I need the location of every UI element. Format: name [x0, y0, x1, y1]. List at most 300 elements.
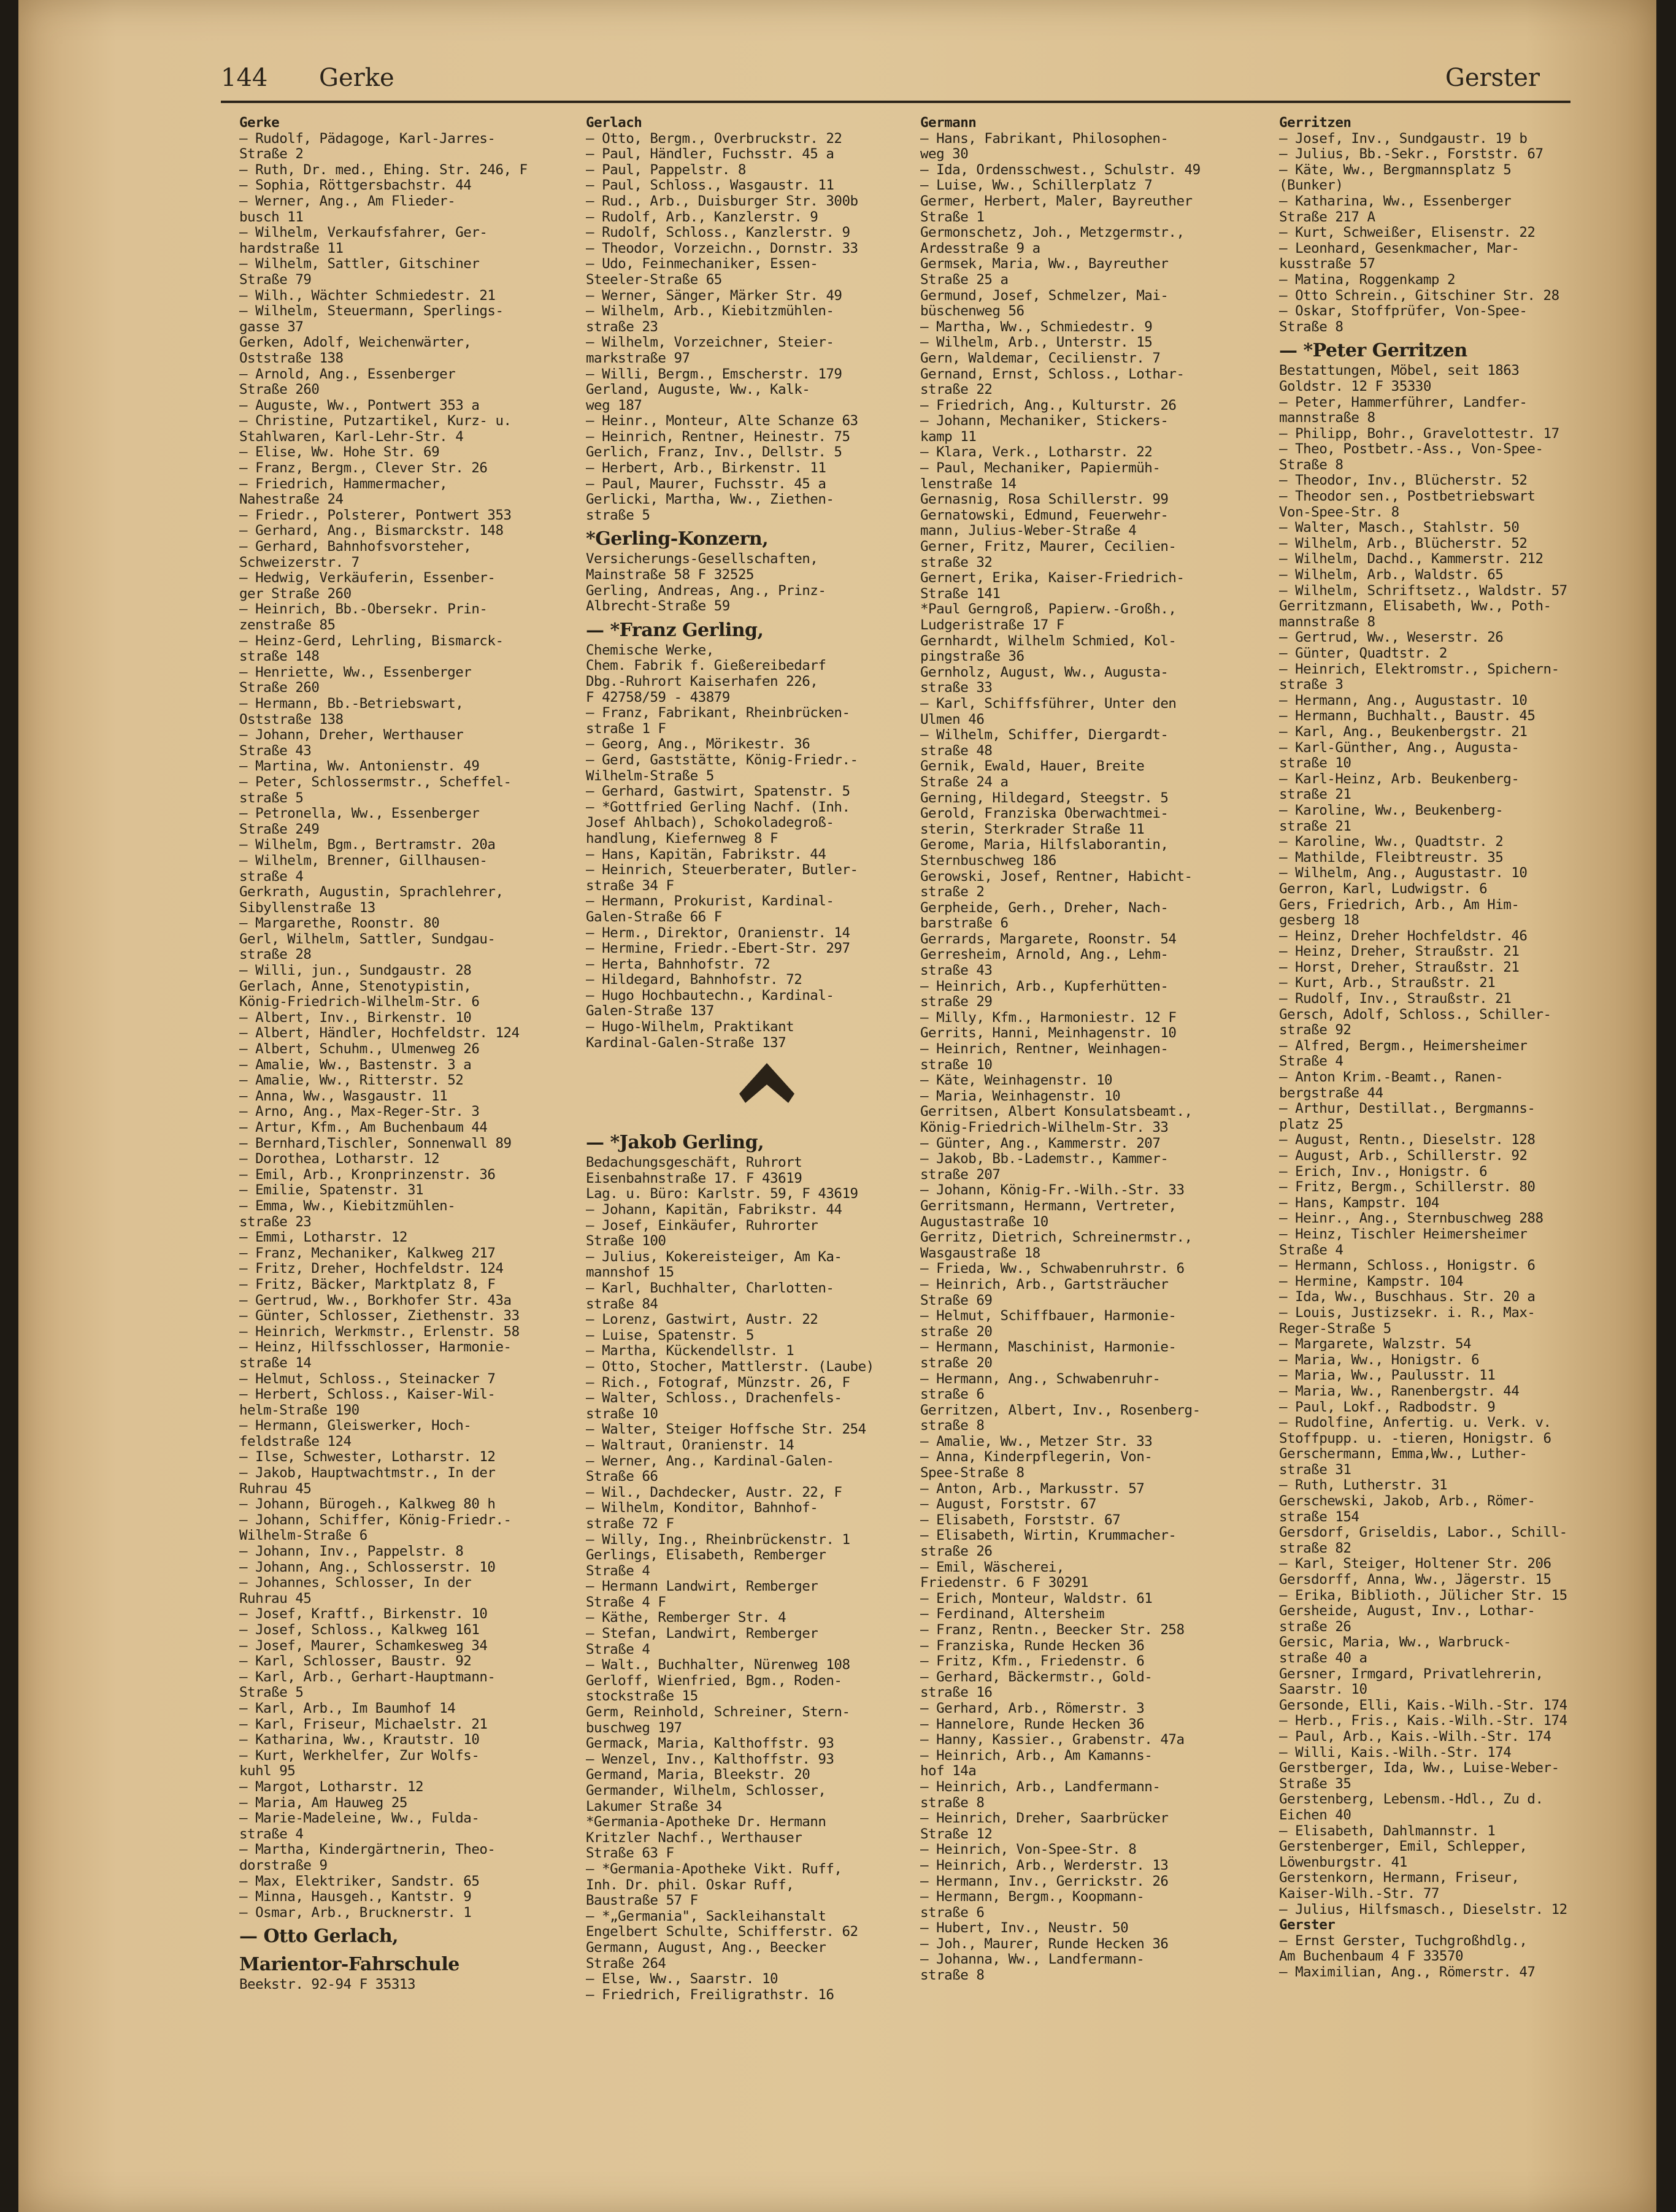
directory-entry: — Fritz, Dreher, Hochfeldstr. 124	[239, 1261, 504, 1277]
directory-entry: — Osmar, Arb., Brucknerstr. 1	[239, 1905, 472, 1921]
advertisement-heading: — Otto Gerlach,	[239, 1926, 399, 1948]
directory-entry: Straße 43	[239, 743, 312, 759]
directory-entry: — Johann, König-Fr.-Wilh.-Str. 33	[920, 1183, 1185, 1199]
directory-entry: — Rudolf, Pädagoge, Karl-Jarres-	[239, 131, 496, 147]
directory-entry: — Wilhelm, Dachd., Kammerstr. 212	[1279, 551, 1543, 567]
directory-entry: Gernasnig, Rosa Schillerstr. 99	[920, 492, 1169, 508]
directory-entry: Baustraße 57 F	[586, 1893, 698, 1909]
directory-entry: — Hans, Fabrikant, Philosophen-	[920, 131, 1169, 147]
directory-entry: — Wilhelm, Schiffer, Diergardt-	[920, 728, 1169, 743]
directory-entry: — Ilse, Schwester, Lotharstr. 12	[239, 1450, 496, 1465]
directory-entry: Germ, Reinhold, Schreiner, Stern-	[586, 1705, 850, 1721]
directory-entry: — Fritz, Bergm., Schillerstr. 80	[1279, 1180, 1536, 1196]
header-right-keyword: Gerster	[1445, 64, 1540, 92]
directory-entry: — Wilhelm, Steuermann, Sperlings-	[239, 304, 504, 320]
directory-entry: — Elise, Ww. Hohe Str. 69	[239, 445, 440, 461]
directory-entry: Versicherungs-Gesellschaften,	[586, 551, 818, 567]
directory-entry: — Gerhard, Arb., Römerstr. 3	[920, 1700, 1145, 1716]
directory-entry: straße 31	[1279, 1462, 1351, 1478]
directory-entry: — Hermann, Prokurist, Kardinal-	[586, 894, 834, 910]
directory-entry: — Emilie, Spatenstr. 31	[239, 1183, 424, 1199]
directory-entry: — Franz, Bergm., Clever Str. 26	[239, 461, 488, 477]
directory-entry: — Heinrich, Von-Spee-Str. 8	[920, 1842, 1137, 1858]
directory-entry: Straße 66	[586, 1469, 658, 1485]
directory-entry: Bedachungsgeschäft, Ruhrort	[586, 1155, 802, 1171]
directory-entry: Stoffpupp. u. -tieren, Honigstr. 6	[1279, 1431, 1551, 1446]
directory-entry: Gernand, Ernst, Schloss., Lothar-	[920, 366, 1185, 382]
directory-entry: — Kurt, Arb., Straußstr. 21	[1279, 975, 1496, 991]
directory-entry: — Otto, Stocher, Mattlerstr. (Laube)	[586, 1359, 874, 1375]
page-number: 144	[221, 64, 268, 92]
directory-entry: straße 82	[1279, 1540, 1351, 1556]
directory-entry: Straße 217 A	[1279, 209, 1375, 225]
directory-entry: — Willy, Ing., Rheinbrückenstr. 1	[586, 1532, 850, 1548]
directory-entry: — Wilhelm, Bgm., Bertramstr. 20a	[239, 837, 496, 853]
advertisement-heading: Marientor-Fahrschule	[239, 1954, 459, 1976]
directory-entry: Ulmen 46	[920, 712, 985, 728]
directory-entry: — Heinz, Hilfsschlosser, Harmonie-	[239, 1340, 512, 1356]
roof-logo-icon	[733, 1057, 801, 1112]
directory-entry: — August, Arb., Schillerstr. 92	[1279, 1148, 1528, 1164]
directory-entry: — Karoline, Ww., Quadtstr. 2	[1279, 834, 1504, 850]
directory-entry: dorstraße 9	[239, 1857, 328, 1873]
directory-entry: Gerschermann, Emma,Ww., Luther-	[1279, 1446, 1528, 1462]
directory-entry: straße 22	[920, 382, 993, 398]
directory-entry: Gersch, Adolf, Schloss., Schiller-	[1279, 1007, 1551, 1023]
directory-entry: — Ruth, Dr. med., Ehing. Str. 246, F	[239, 162, 528, 178]
directory-entry: — Hermann Landwirt, Remberger	[586, 1579, 818, 1595]
directory-entry: — Wilhelm, Schriftsetz., Waldstr. 57	[1279, 583, 1567, 599]
directory-entry: — Käte, Ww., Bergmannsplatz 5	[1279, 162, 1512, 178]
directory-entry: Straße 25 a	[920, 272, 1009, 288]
directory-entry: Straße 8	[1279, 319, 1343, 335]
directory-entry: Gerritsmann, Hermann, Vertreter,	[920, 1198, 1177, 1214]
directory-entry: König-Friedrich-Wilhelm-Str. 6	[239, 994, 480, 1010]
directory-entry: — Wilhelm, Arb., Blücherstr. 52	[1279, 536, 1528, 551]
directory-entry: — Martha, Kückendellstr. 1	[586, 1343, 794, 1359]
directory-entry: Straße 141	[920, 586, 1001, 602]
directory-entry: — August, Forststr. 67	[920, 1497, 1097, 1513]
directory-entry: — Else, Ww., Saarstr. 10	[586, 1972, 778, 1987]
directory-entry: weg 30	[920, 147, 969, 163]
directory-entry: — Günter, Quadtstr. 2	[1279, 646, 1447, 661]
directory-entry: Bestattungen, Möbel, seit 1863	[1279, 363, 1520, 379]
directory-entry: Germund, Josef, Schmelzer, Mai-	[920, 288, 1169, 304]
directory-entry: — Anton Krim.-Beamt., Ranen-	[1279, 1070, 1504, 1086]
directory-entry: — Otto, Bergm., Overbruckstr. 22	[586, 131, 842, 147]
directory-entry: Straße 4	[586, 1563, 650, 1579]
directory-entry: — Bernhard,Tischler, Sonnenwall 89	[239, 1135, 512, 1151]
directory-entry: — Gerhard, Bäckermstr., Gold-	[920, 1669, 1153, 1685]
directory-entry: straße 84	[586, 1296, 658, 1312]
directory-entry: gasse 37	[239, 319, 304, 335]
directory-entry: Gerschewski, Jakob, Arb., Römer-	[1279, 1494, 1536, 1510]
directory-entry: Germonschetz, Joh., Metzgermstr.,	[920, 225, 1185, 241]
directory-entry: — Wilhelm, Sattler, Gitschiner	[239, 256, 480, 272]
directory-entry: Stahlwaren, Karl-Lehr-Str. 4	[239, 429, 464, 445]
directory-entry: — Albert, Schuhm., Ulmenweg 26	[239, 1042, 480, 1058]
directory-entry: Germand, Maria, Bleekstr. 20	[586, 1767, 810, 1783]
directory-entry: — Leonhard, Gesenkmacher, Mar-	[1279, 240, 1520, 256]
directory-entry: — *Gottfried Gerling Nachf. (Inh.	[586, 799, 850, 815]
directory-entry: straße 28	[239, 947, 312, 963]
directory-entry: Von-Spee-Str. 8	[1279, 504, 1399, 520]
directory-entry: — Katharina, Ww., Krautstr. 10	[239, 1732, 480, 1748]
directory-entry: Gerken, Adolf, Weichenwärter,	[239, 335, 472, 351]
directory-entry: Engelbert Schulte, Schifferstr. 62	[586, 1924, 858, 1940]
directory-entry: Sternbuschweg 186	[920, 853, 1056, 869]
directory-entry: — Theodor, Inv., Blücherstr. 52	[1279, 473, 1528, 489]
directory-entry: — Hermann, Schloss., Honigstr. 6	[1279, 1258, 1536, 1274]
directory-entry: Gerstenkorn, Hermann, Friseur,	[1279, 1870, 1520, 1886]
directory-entry: straße 6	[920, 1387, 985, 1403]
directory-entry: Kardinal-Galen-Straße 137	[586, 1035, 786, 1051]
directory-entry: — Hanny, Kassier., Grabenstr. 47a	[920, 1732, 1185, 1748]
directory-entry: — *Germania-Apotheke Vikt. Ruff,	[586, 1861, 842, 1877]
directory-entry: Gernatowski, Edmund, Feuerwehr-	[920, 507, 1169, 523]
directory-entry: straße 26	[920, 1544, 993, 1560]
directory-entry: Gerlicki, Martha, Ww., Ziethen-	[586, 492, 834, 508]
directory-entry: — Friedrich, Hammermacher,	[239, 476, 448, 492]
directory-entry: — Hermann, Ang., Schwabenruhr-	[920, 1371, 1161, 1387]
directory-entry: — Heinrich, Arb., Am Kamanns-	[920, 1748, 1153, 1764]
directory-entry: Gersdorff, Anna, Ww., Jägerstr. 15	[1279, 1572, 1551, 1588]
directory-entry: gesberg 18	[1279, 913, 1359, 929]
directory-entry: Gersdorf, Griseldis, Labor., Schill-	[1279, 1525, 1567, 1541]
directory-entry: — Margarete, Walzstr. 54	[1279, 1337, 1472, 1353]
column-3	[920, 115, 1264, 2189]
directory-entry: — Arthur, Destillat., Bergmanns-	[1279, 1101, 1536, 1117]
directory-entry: straße 4	[239, 1826, 304, 1842]
directory-entry: F 42758/59 - 43879	[586, 689, 730, 705]
directory-entry: — Karl, Arb., Im Baumhof 14	[239, 1700, 456, 1716]
directory-entry: Oststraße 138	[239, 350, 344, 366]
directory-entry: straße 3	[1279, 677, 1343, 693]
directory-entry: Chemische Werke,	[586, 642, 714, 658]
directory-entry: Straße 5	[239, 1685, 304, 1701]
directory-entry: Straße 35	[1279, 1776, 1351, 1792]
directory-page	[18, 0, 1656, 2212]
directory-entry: — Emmi, Lotharstr. 12	[239, 1230, 407, 1246]
directory-entry: — Walter, Steiger Hoffsche Str. 254	[586, 1422, 866, 1438]
directory-entry: Gersonde, Elli, Kais.-Wilh.-Str. 174	[1279, 1697, 1567, 1713]
directory-entry: — Katharina, Ww., Essenberger	[1279, 193, 1512, 209]
directory-entry: — Rudolf, Arb., Kanzlerstr. 9	[586, 209, 818, 225]
directory-entry: mannshof 15	[586, 1265, 674, 1281]
directory-entry: — Gerhard, Ang., Bismarckstr. 148	[239, 523, 504, 539]
directory-entry: Augustastraße 10	[920, 1214, 1048, 1230]
directory-entry: — Albert, Inv., Birkenstr. 10	[239, 1010, 472, 1026]
directory-entry: Spee-Straße 8	[920, 1465, 1024, 1481]
directory-entry: — Hermine, Kampstr. 104	[1279, 1273, 1464, 1289]
directory-entry: — Hermann, Bb.-Betriebswart,	[239, 696, 464, 712]
directory-entry: — Willi, Kais.-Wilh.-Str. 174	[1279, 1745, 1512, 1761]
directory-entry: — Otto Schrein., Gitschiner Str. 28	[1279, 288, 1559, 304]
directory-entry: — Anton, Arb., Markusstr. 57	[920, 1481, 1145, 1497]
directory-entry: sterin, Sterkrader Straße 11	[920, 821, 1145, 837]
directory-entry: — Elisabeth, Dahlmannstr. 1	[1279, 1823, 1496, 1839]
directory-entry: Gernholz, August, Ww., Augusta-	[920, 664, 1169, 680]
directory-entry: — Johanna, Ww., Landfermann-	[920, 1952, 1145, 1968]
directory-entry: Gerowski, Josef, Rentner, Habicht-	[920, 869, 1193, 885]
directory-entry: — Peter, Schlossermstr., Scheffel-	[239, 774, 512, 790]
directory-entry: — Johann, Bürogeh., Kalkweg 80 h	[239, 1497, 496, 1513]
section-heading: Gerritzen	[1279, 115, 1351, 131]
directory-entry: — Ida, Ordensschwest., Schulstr. 49	[920, 162, 1201, 178]
directory-entry: handlung, Kiefernweg 8 F	[586, 831, 778, 847]
directory-entry: — Elisabeth, Forststr. 67	[920, 1512, 1121, 1528]
directory-entry: — Käthe, Remberger Str. 4	[586, 1610, 786, 1626]
directory-entry: — Franziska, Runde Hecken 36	[920, 1638, 1145, 1654]
directory-entry: Gerstenberg, Lebensm.-Hdl., Zu d.	[1279, 1792, 1543, 1808]
directory-entry: Mainstraße 58 F 32525	[586, 567, 754, 583]
directory-entry: — Wilhelm, Arb., Unterstr. 15	[920, 335, 1153, 351]
directory-entry: Gersic, Maria, Ww., Warbruck-	[1279, 1635, 1512, 1651]
directory-entry: *Paul Gerngroß, Papierw.-Großh.,	[920, 602, 1177, 618]
directory-entry: Gerning, Hildegard, Steegstr. 5	[920, 790, 1169, 806]
directory-entry: — Maria, Ww., Ranenbergstr. 44	[1279, 1383, 1520, 1399]
directory-entry: Sibyllenstraße 13	[239, 900, 375, 916]
directory-entry: mann, Julius-Weber-Straße 4	[920, 523, 1137, 539]
directory-entry: Straße 12	[920, 1826, 993, 1842]
directory-entry: — Julius, Kokereisteiger, Am Ka-	[586, 1249, 842, 1265]
directory-entry: — Heinrich, Arb., Kupferhütten-	[920, 978, 1169, 994]
directory-entry: — Johannes, Schlosser, In der	[239, 1575, 472, 1591]
directory-entry: — Hans, Kapitän, Fabrikstr. 44	[586, 847, 826, 862]
directory-entry: — Gerhard, Gastwirt, Spatenstr. 5	[586, 784, 850, 800]
directory-entry: Dbg.-Ruhrort Kaiserhafen 226,	[586, 674, 818, 689]
column-4	[1279, 115, 1623, 2189]
directory-entry: — Jakob, Hauptwachtmstr., In der	[239, 1465, 496, 1481]
directory-entry: — Maria, Ww., Paulusstr. 11	[1279, 1368, 1496, 1384]
column-1	[239, 115, 583, 2189]
directory-entry: Steeler-Straße 65	[586, 272, 722, 288]
directory-entry: — Hermine, Friedr.-Ebert-Str. 297	[586, 941, 850, 957]
directory-entry: — Karl, Ang., Beukenbergstr. 21	[1279, 724, 1528, 740]
directory-entry: Gerkrath, Augustin, Sprachlehrer,	[239, 885, 504, 901]
directory-entry: — Anna, Ww., Wasgaustr. 11	[239, 1088, 448, 1104]
directory-entry: — Helmut, Schloss., Steinacker 7	[239, 1371, 496, 1387]
directory-entry: Wilhelm-Straße 6	[239, 1528, 367, 1544]
directory-entry: — Paul, Lokf., Radbodstr. 9	[1279, 1399, 1496, 1415]
directory-entry: — Ferdinand, Altersheim	[920, 1607, 1105, 1623]
directory-entry: — Josef, Kraftf., Birkenstr. 10	[239, 1607, 488, 1623]
directory-entry: — Georg, Ang., Mörikestr. 36	[586, 737, 810, 753]
directory-entry: straße 8	[920, 1418, 985, 1434]
directory-entry: Kaiser-Wilh.-Str. 77	[1279, 1886, 1439, 1902]
directory-entry: straße 92	[1279, 1023, 1351, 1039]
directory-entry: Reger-Straße 5	[1279, 1321, 1391, 1337]
directory-entry: — Karl, Arb., Gerhart-Hauptmann-	[239, 1669, 496, 1685]
directory-entry: — Heinrich, Bb.-Obersekr. Prin-	[239, 602, 488, 618]
directory-entry: — Paul, Mechaniker, Papiermüh-	[920, 461, 1161, 477]
directory-entry: — Marie-Madeleine, Ww., Fulda-	[239, 1811, 480, 1827]
directory-entry: straße 6	[920, 1905, 985, 1921]
directory-entry: Germack, Maria, Kalthoffstr. 93	[586, 1736, 834, 1752]
directory-entry: — Werner, Ang., Am Flieder-	[239, 193, 456, 209]
directory-entry: straße 72 F	[586, 1516, 674, 1532]
directory-entry: — Herbert, Arb., Birkenstr. 11	[586, 461, 826, 477]
directory-entry: — Heinrich, Dreher, Saarbrücker	[920, 1811, 1169, 1827]
directory-entry: kuhl 95	[239, 1764, 296, 1780]
directory-entry: straße 32	[920, 555, 993, 570]
directory-entry: — Hermann, Bergm., Koopmann-	[920, 1889, 1145, 1905]
directory-entry: — Amalie, Ww., Ritterstr. 52	[239, 1073, 464, 1089]
section-heading: Gerke	[239, 115, 280, 131]
directory-entry: markstraße 97	[586, 350, 690, 366]
directory-entry: — Josef, Einkäufer, Ruhrorter	[586, 1218, 818, 1234]
directory-entry: Straße 4	[586, 1642, 650, 1657]
directory-entry: — Kurt, Werkhelfer, Zur Wolfs-	[239, 1748, 480, 1764]
directory-entry: platz 25	[1279, 1116, 1343, 1132]
directory-entry: — Johann, Schiffer, König-Friedr.-	[239, 1512, 512, 1528]
directory-entry: — Rudolf, Inv., Straußstr. 21	[1279, 991, 1512, 1007]
directory-entry: Gerritz, Dietrich, Schreinermstr.,	[920, 1230, 1193, 1246]
directory-entry: Straße 100	[586, 1234, 666, 1250]
directory-entry: — Klara, Verk., Lotharstr. 22	[920, 445, 1153, 461]
directory-entry: Gerl, Wilhelm, Sattler, Sundgau-	[239, 931, 496, 947]
directory-entry: — Franz, Mechaniker, Kalkweg 217	[239, 1245, 496, 1261]
directory-entry: — Wilhelm, Arb., Waldstr. 65	[1279, 567, 1504, 583]
directory-entry: — Ida, Ww., Buschhaus. Str. 20 a	[1279, 1289, 1536, 1305]
directory-entry: kusstraße 57	[1279, 256, 1375, 272]
directory-entry: — Louis, Justizsekr. i. R., Max-	[1279, 1305, 1536, 1321]
directory-entry: — Maximilian, Ang., Römerstr. 47	[1279, 1964, 1536, 1980]
directory-entry: — Helmut, Schiffbauer, Harmonie-	[920, 1308, 1177, 1324]
directory-entry: — Margarethe, Roonstr. 80	[239, 916, 440, 932]
directory-entry: — Hubert, Inv., Neustr. 50	[920, 1921, 1129, 1937]
directory-entry: — Max, Elektriker, Sandstr. 65	[239, 1873, 480, 1889]
advertisement-heading: — *Peter Gerritzen	[1279, 340, 1467, 362]
directory-entry: Beekstr. 92-94 F 35313	[239, 1977, 416, 1993]
directory-entry: — Heinr., Monteur, Alte Schanze 63	[586, 413, 858, 429]
directory-entry: — Karl, Schlosser, Baustr. 92	[239, 1654, 472, 1670]
directory-entry: — Heinrich, Arb., Landfermann-	[920, 1779, 1161, 1795]
directory-entry: — Friedr., Polsterer, Pontwert 353	[239, 507, 512, 523]
directory-entry: straße 207	[920, 1167, 1001, 1183]
directory-entry: straße 8	[920, 1968, 985, 1984]
directory-entry: — Wilhelm, Vorzeichner, Steier-	[586, 335, 834, 351]
directory-entry: straße 48	[920, 743, 993, 759]
directory-entry: — Joh., Maurer, Runde Hecken 36	[920, 1936, 1169, 1952]
directory-entry: — Karoline, Ww., Beukenberg-	[1279, 802, 1504, 818]
directory-entry: straße 154	[1279, 1509, 1359, 1525]
directory-entry: kamp 11	[920, 429, 977, 445]
directory-entry: straße 4	[239, 869, 304, 885]
directory-entry: — Wilhelm, Ang., Augustastr. 10	[1279, 866, 1528, 881]
directory-entry: — Erich, Monteur, Waldstr. 61	[920, 1591, 1153, 1607]
directory-entry: Oststraße 138	[239, 712, 344, 728]
directory-entry: — Oskar, Stoffprüfer, Von-Spee-	[1279, 304, 1528, 320]
directory-entry: — Alfred, Bergm., Heimersheimer	[1279, 1038, 1528, 1054]
directory-entry: hardstraße 11	[239, 240, 344, 256]
directory-entry: — Heinz-Gerd, Lehrling, Bismarck-	[239, 633, 504, 649]
directory-entry: straße 26	[1279, 1619, 1351, 1635]
directory-entry: Lag. u. Büro: Karlstr. 59, F 43619	[586, 1186, 858, 1202]
directory-entry: — Walter, Schloss., Drachenfels-	[586, 1391, 842, 1407]
directory-entry: straße 148	[239, 649, 320, 665]
directory-entry: Josef Ahlbach), Schokoladegroß-	[586, 815, 834, 831]
directory-entry: Straße 79	[239, 272, 312, 288]
directory-entry: Gerron, Karl, Ludwigstr. 6	[1279, 881, 1488, 897]
directory-entry: ger Straße 260	[239, 586, 352, 602]
directory-entry: — *„Germania", Sackleihanstalt	[586, 1908, 826, 1924]
directory-entry: — Heinrich, Rentner, Weinhagen-	[920, 1042, 1169, 1058]
directory-entry: — Rudolf, Schloss., Kanzlerstr. 9	[586, 225, 850, 241]
directory-entry: — Wilhelm, Konditor, Bahnhof-	[586, 1500, 818, 1516]
directory-entry: lenstraße 14	[920, 476, 1017, 492]
directory-entry: Wasgaustraße 18	[920, 1245, 1040, 1261]
directory-entry: Gerome, Maria, Hilfslaborantin,	[920, 837, 1169, 853]
directory-entry: — Heinrich, Elektromstr., Spichern-	[1279, 661, 1559, 677]
directory-entry: straße 21	[1279, 787, 1351, 803]
directory-entry: Löwenburgstr. 41	[1279, 1854, 1407, 1870]
directory-entry: — Jakob, Bb.-Lademstr., Kammer-	[920, 1151, 1169, 1167]
directory-entry: — Petronella, Ww., Essenberger	[239, 806, 480, 822]
directory-entry: Gers, Friedrich, Arb., Am Him-	[1279, 897, 1520, 913]
directory-entry: mannstraße 8	[1279, 614, 1375, 630]
directory-entry: Gerlings, Elisabeth, Remberger	[586, 1548, 826, 1564]
directory-entry: — Hugo-Wilhelm, Praktikant	[586, 1020, 794, 1035]
directory-entry: Gerpheide, Gerh., Dreher, Nach-	[920, 900, 1169, 916]
directory-entry: straße 5	[586, 507, 650, 523]
directory-entry: straße 21	[1279, 818, 1351, 834]
directory-entry: — Julius, Bb.-Sekr., Forststr. 67	[1279, 147, 1543, 163]
directory-entry: straße 1 F	[586, 721, 666, 737]
directory-entry: straße 20	[920, 1355, 993, 1371]
directory-entry: — Herm., Direktor, Oranienstr. 14	[586, 925, 850, 941]
directory-entry: Gerlach, Anne, Stenotypistin,	[239, 978, 472, 994]
directory-entry: Gerresheim, Arnold, Ang., Lehm-	[920, 947, 1169, 963]
directory-entry: Gerritzmann, Elisabeth, Ww., Poth-	[1279, 599, 1551, 615]
directory-entry: — Hermann, Maschinist, Harmonie-	[920, 1340, 1177, 1356]
directory-entry: — Johann, Inv., Pappelstr. 8	[239, 1544, 464, 1560]
directory-entry: — Emil, Arb., Kronprinzenstr. 36	[239, 1167, 496, 1183]
directory-entry: Straße 69	[920, 1292, 993, 1308]
section-heading: Germann	[920, 115, 977, 131]
directory-entry: — Franz, Fabrikant, Rheinbrücken-	[586, 705, 850, 721]
directory-entry: — Christine, Putzartikel, Kurz- u.	[239, 413, 512, 429]
directory-entry: — Friedrich, Freiligrathstr. 16	[586, 1987, 834, 2003]
directory-entry: straße 43	[920, 963, 993, 979]
directory-entry: Straße 2	[239, 147, 304, 163]
directory-entry: — Lorenz, Gastwirt, Austr. 22	[586, 1312, 818, 1328]
directory-entry: buschweg 197	[586, 1720, 682, 1736]
directory-entry: — Günter, Schlosser, Ziethenstr. 33	[239, 1308, 520, 1324]
directory-entry: Gerritsen, Albert Konsulatsbeamt.,	[920, 1104, 1193, 1120]
directory-entry: — Karl, Steiger, Holtener Str. 206	[1279, 1556, 1551, 1572]
directory-entry: — Heinrich, Arb., Werderstr. 13	[920, 1857, 1169, 1873]
directory-entry: weg 187	[586, 397, 642, 413]
directory-entry: König-Friedrich-Wilhelm-Str. 33	[920, 1120, 1169, 1135]
directory-entry: — Franz, Rentn., Beecker Str. 258	[920, 1623, 1185, 1638]
directory-entry: — Martina, Ww. Antonienstr. 49	[239, 759, 480, 775]
directory-entry: — Werner, Ang., Kardinal-Galen-	[586, 1453, 834, 1469]
directory-entry: Gersheide, August, Inv., Lothar-	[1279, 1603, 1536, 1619]
directory-entry: Gerstenberger, Emil, Schlepper,	[1279, 1839, 1528, 1855]
directory-entry: straße 23	[239, 1214, 312, 1230]
directory-entry: Ruhrau 45	[239, 1591, 312, 1607]
directory-entry: Inh. Dr. phil. Oskar Ruff,	[586, 1877, 794, 1893]
directory-entry: — Gertrud, Ww., Weserstr. 26	[1279, 630, 1504, 646]
directory-entry: — Heinrich, Steuerberater, Butler-	[586, 862, 858, 878]
directory-entry: — Horst, Dreher, Straußstr. 21	[1279, 959, 1520, 975]
directory-entry: — Gerhard, Bahnhofsvorsteher,	[239, 539, 472, 555]
directory-entry: — Walt., Buchhalter, Nürenweg 108	[586, 1657, 850, 1673]
directory-entry: — Johann, Ang., Schlosserstr. 10	[239, 1559, 496, 1575]
directory-entry: — Walter, Masch., Stahlstr. 50	[1279, 520, 1520, 536]
directory-entry: Gerold, Franziska Oberwachtmei-	[920, 806, 1169, 822]
